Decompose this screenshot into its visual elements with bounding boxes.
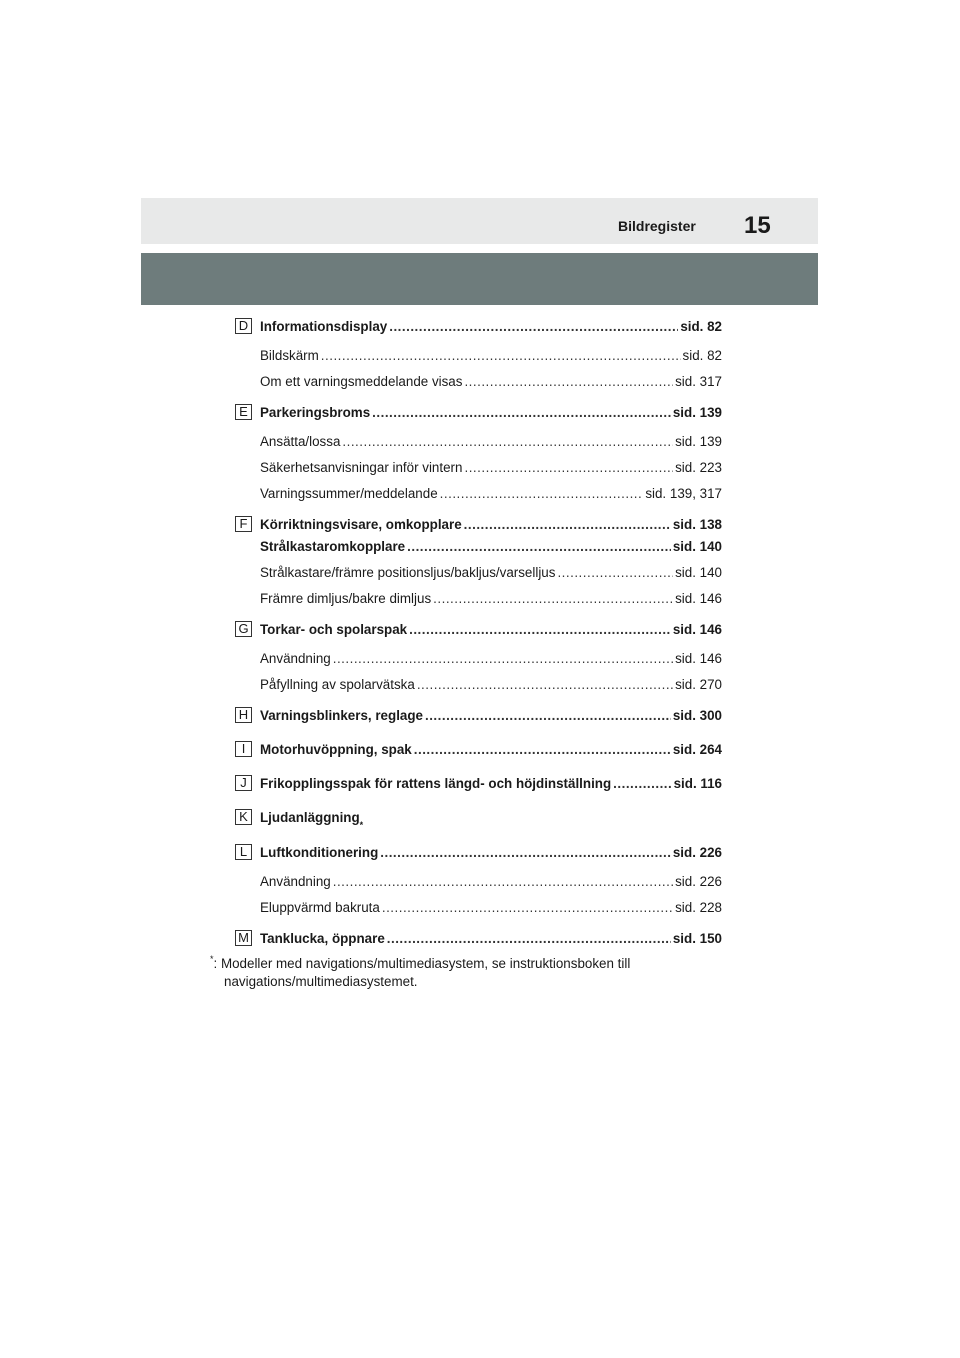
dot-leader [464,374,673,389]
dot-leader [389,319,678,334]
entry-page-ref[interactable]: sid. 270 [675,677,722,692]
dot-leader [333,874,673,889]
dot-leader [372,405,671,420]
index-entry-sub[interactable] [260,648,722,666]
index-entry-main[interactable] [260,514,722,532]
entry-page-ref[interactable]: sid. 226 [672,845,722,860]
dot-leader [464,460,673,475]
entry-label: Informationsdisplay [260,319,388,334]
dot-leader [407,539,671,554]
entry-label: Främre dimljus/bakre dimljus [260,591,432,606]
dot-leader [380,845,671,860]
entry-label: Parkeringsbroms [260,405,371,420]
index-entry-sub[interactable] [260,345,722,363]
entry-label: Strålkastare/främre positionsljus/bakljus/varselljus [260,565,556,580]
index-entry-sub[interactable] [260,457,722,475]
entry-page-ref[interactable]: sid. 146 [675,591,722,606]
entry-page-ref[interactable]: sid. 146 [672,622,722,637]
section-letter-k: K [235,809,252,825]
entry-label: Torkar- och spolarspak [260,622,408,637]
section-letter-l: L [235,844,252,860]
entry-page-ref[interactable]: sid. 139 [675,434,722,449]
dot-leader [321,348,681,363]
dot-leader [382,900,673,915]
entry-label: Bildskärm [260,348,319,363]
dot-leader [433,591,673,606]
entry-label: Användning [260,651,331,666]
dot-leader [342,434,673,449]
entry-page-ref[interactable]: sid. 226 [675,874,722,889]
dot-leader [557,565,673,580]
page-number: 15 [744,212,771,239]
index-entry-sub[interactable] [260,431,722,449]
dot-leader [414,742,671,757]
entry-label: Luftkonditionering [260,845,379,860]
entry-label: Varningssummer/meddelande [260,486,438,501]
section-letter-h: H [235,707,252,723]
dot-leader [464,517,671,532]
section-letter-m: M [235,930,252,946]
entry-label: Strålkastaromkopplare [260,539,406,554]
index-entry-main[interactable] [260,928,722,946]
entry-label: Frikopplingsspak för rattens längd- och höjdinställning [260,776,612,791]
index-entry-main[interactable] [260,619,722,637]
dot-leader [387,931,671,946]
entry-page-ref[interactable]: sid. 146 [675,651,722,666]
entry-page-ref[interactable]: sid. 228 [675,900,722,915]
entry-label: Ansätta/lossa [260,434,341,449]
entry-page-ref[interactable]: sid. 139 [672,405,722,420]
section-letter-e: E [235,404,252,420]
section-letter-i: I [235,741,252,757]
entry-label: Användning [260,874,331,889]
dot-leader [333,651,673,666]
section-letter-j: J [235,775,252,791]
footnote-mark: * [210,954,214,964]
footnote-line-1: : Modeller med navigations/multimediasystem, se instruktionsboken till [213,956,631,971]
index-entry-sub[interactable] [260,897,722,915]
entry-label: Tanklucka, öppnare [260,931,385,946]
entry-page-ref[interactable]: sid. 82 [682,348,722,363]
entry-page-ref[interactable]: sid. 317 [675,374,722,389]
dot-leader [613,776,671,791]
index-entry-sub[interactable] [260,871,722,889]
index-entry-main[interactable] [260,402,722,420]
index-entry-main[interactable] [260,316,722,334]
section-letter-d: D [235,318,252,334]
index-entry-main[interactable] [260,842,722,860]
section-title: Bildregister [618,218,696,234]
entry-label: Ljudanläggning [260,810,360,825]
entry-page-ref[interactable]: sid. 300 [672,708,722,723]
index-entry-main[interactable]: Ljudanläggning * [260,810,364,830]
dot-leader [425,708,671,723]
entry-page-ref[interactable]: sid. 150 [672,931,722,946]
index-entry-main[interactable] [260,739,722,757]
index-entry-main[interactable] [260,773,722,791]
footnote [210,955,730,991]
entry-page-ref[interactable]: sid. 116 [673,776,722,791]
entry-label: Eluppvärmd bakruta [260,900,380,915]
dot-leader [440,486,644,501]
entry-label: Körriktningsvisare, omkopplare [260,517,462,532]
entry-label: Om ett varningsmeddelande visas [260,374,463,389]
index-entry-sub[interactable] [260,674,722,692]
entry-label: Varningsblinkers, reglage [260,708,423,723]
entry-page-ref[interactable]: sid. 140 [675,565,722,580]
index-entry-sub[interactable] [260,588,722,606]
entry-label: Påfyllning av spolarvätska [260,677,415,692]
entry-page-ref[interactable]: sid. 264 [672,742,722,757]
index-entry-main[interactable] [260,536,722,554]
section-letter-g: G [235,621,252,637]
section-letter-f: F [235,516,252,532]
dot-leader [417,677,673,692]
index-entry-main[interactable] [260,705,722,723]
entry-label: Säkerhetsanvisningar inför vintern [260,460,463,475]
entry-page-ref[interactable]: sid. 223 [675,460,722,475]
dot-leader [409,622,671,637]
entry-page-ref[interactable]: sid. 139, 317 [645,486,722,501]
entry-label: Motorhuvöppning, spak [260,742,412,757]
entry-page-ref[interactable]: sid. 82 [680,319,722,334]
index-entry-sub[interactable] [260,371,722,389]
entry-page-ref[interactable]: sid. 140 [672,539,722,554]
index-entry-sub[interactable] [260,483,722,501]
footnote-line-2: navigations/multimediasystemet. [224,974,418,989]
index-entry-sub[interactable] [260,562,722,580]
entry-page-ref[interactable]: sid. 138 [672,517,722,532]
